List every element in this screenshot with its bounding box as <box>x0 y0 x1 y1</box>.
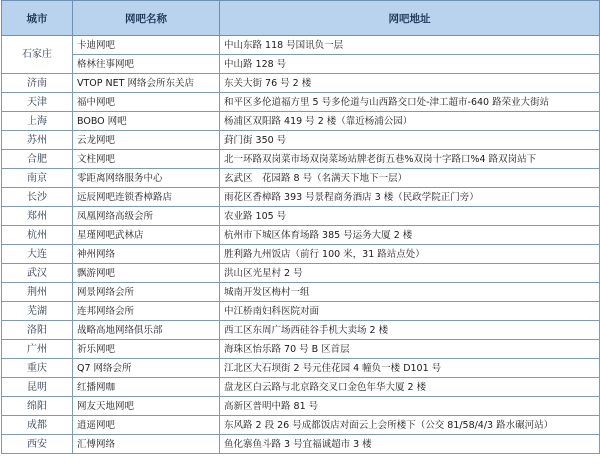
name-cell: 逍遥网吧 <box>73 416 220 435</box>
table-row <box>2 207 600 226</box>
table-row <box>2 226 600 245</box>
city-cell: 大连 <box>2 245 73 264</box>
city-cell: 石家庄 <box>2 36 73 74</box>
city-cell: 绵阳 <box>2 397 73 416</box>
address-cell: 北一环路双岗菜市场双岗菜场站牌老街五巷%双岗十字路口%4 路双岗站下 <box>220 150 600 169</box>
address-cell: 杨浦区双阳路 419 号 2 楼（靠近杨浦公园） <box>220 112 600 131</box>
address-cell: 和平区多伦道福方里 5 号多伦道与山西路交口处-津工超市-640 路荣业大街站 <box>220 93 600 112</box>
name-cell: 远辰网吧连锁香樟路店 <box>73 188 220 207</box>
table-row <box>2 93 600 112</box>
table-row <box>2 435 600 454</box>
table-row <box>2 150 600 169</box>
city-cell: 广州 <box>2 340 73 359</box>
name-cell: 战略高地网络俱乐部 <box>73 321 220 340</box>
table-row <box>2 321 600 340</box>
city-cell: 合肥 <box>2 150 73 169</box>
address-cell: 中山路 128 号 <box>220 55 600 74</box>
address-cell: 盘龙区白云路与北京路交叉口金色年华大厦 2 楼 <box>220 378 600 397</box>
name-cell: 福中网吧 <box>73 93 220 112</box>
name-cell: 网友天地网吧 <box>73 397 220 416</box>
address-cell: 高新区普明中路 81 号 <box>220 397 600 416</box>
name-cell: 神州网络 <box>73 245 220 264</box>
table-row <box>2 112 600 131</box>
header-city: 城市 <box>2 1 73 36</box>
header-row <box>2 1 600 36</box>
address-cell: 鱼化寨鱼斗路 3 号宜福诚超市 3 楼 <box>220 435 600 454</box>
address-cell: 杭州市下城区体育场路 385 号运务大厦 2 楼 <box>220 226 600 245</box>
table-row <box>2 397 600 416</box>
name-cell: 凤凰网络高级会所 <box>73 207 220 226</box>
netcafe-table <box>1 0 600 454</box>
name-cell: 零距离网络服务中心 <box>73 169 220 188</box>
table-row <box>2 188 600 207</box>
city-cell: 西安 <box>2 435 73 454</box>
city-cell: 天津 <box>2 93 73 112</box>
city-cell: 成都 <box>2 416 73 435</box>
city-cell: 苏州 <box>2 131 73 150</box>
address-cell: 雨花区香樟路 393 号景程商务酒店 3 楼（民政学院正门旁） <box>220 188 600 207</box>
address-cell: 农业路 105 号 <box>220 207 600 226</box>
city-cell: 济南 <box>2 74 73 93</box>
city-cell: 昆明 <box>2 378 73 397</box>
address-cell: 葑门街 350 号 <box>220 131 600 150</box>
header-address: 网吧地址 <box>220 1 600 36</box>
city-cell: 重庆 <box>2 359 73 378</box>
name-cell: 星瑾网吧武林店 <box>73 226 220 245</box>
name-cell: BOBO 网吧 <box>73 112 220 131</box>
table-row <box>2 340 600 359</box>
name-cell: 网景网络会所 <box>73 283 220 302</box>
name-cell: 红播网咖 <box>73 378 220 397</box>
address-cell: 胜利路九州饭店（前行 100 米，31 路站点处） <box>220 245 600 264</box>
name-cell: VTOP NET 网络会所东关店 <box>73 74 220 93</box>
table-row <box>2 169 600 188</box>
city-cell: 长沙 <box>2 188 73 207</box>
city-cell: 芜湖 <box>2 302 73 321</box>
city-cell: 上海 <box>2 112 73 131</box>
table-row <box>2 416 600 435</box>
table-row <box>2 302 600 321</box>
table-row <box>2 378 600 397</box>
address-cell: 江北区大石坝街 2 号元佳花园 4 幢负一楼 D101 号 <box>220 359 600 378</box>
address-cell: 东关大街 76 号 2 楼 <box>220 74 600 93</box>
table-row <box>2 245 600 264</box>
name-cell: 文柱网吧 <box>73 150 220 169</box>
table-row <box>2 36 600 55</box>
city-cell: 洛阳 <box>2 321 73 340</box>
name-cell: 卡迪网吧 <box>73 36 220 55</box>
table-row <box>2 264 600 283</box>
name-cell: 飘游网吧 <box>73 264 220 283</box>
address-cell: 洪山区光星村 2 号 <box>220 264 600 283</box>
name-cell: 汇傅网络 <box>73 435 220 454</box>
name-cell: 祈乐网吧 <box>73 340 220 359</box>
city-cell: 杭州 <box>2 226 73 245</box>
name-cell: 格林往事网吧 <box>73 55 220 74</box>
address-cell: 西工区东周广场西硅谷手机大卖场 2 楼 <box>220 321 600 340</box>
table-row <box>2 131 600 150</box>
city-cell: 荆州 <box>2 283 73 302</box>
city-cell: 南京 <box>2 169 73 188</box>
name-cell: 云龙网吧 <box>73 131 220 150</box>
name-cell: Q7 网络会所 <box>73 359 220 378</box>
table-row <box>2 359 600 378</box>
header-name: 网吧名称 <box>73 1 220 36</box>
name-cell: 连邦网络会所 <box>73 302 220 321</box>
address-cell: 中山东路 118 号国讯负一层 <box>220 36 600 55</box>
table-row <box>2 283 600 302</box>
address-cell: 中江桥南妇科医院对面 <box>220 302 600 321</box>
address-cell: 城南开发区梅村一组 <box>220 283 600 302</box>
address-cell: 海珠区怡乐路 70 号 B 区首层 <box>220 340 600 359</box>
city-cell: 武汉 <box>2 264 73 283</box>
table-row <box>2 74 600 93</box>
address-cell: 玄武区 花园路 8 号（名满天下地下一层） <box>220 169 600 188</box>
city-cell: 郑州 <box>2 207 73 226</box>
table-row <box>2 55 600 74</box>
address-cell: 东风路 2 段 26 号成都饭店对面云上会所楼下（公交 81/58/4/3 路水碾河站） <box>220 416 600 435</box>
